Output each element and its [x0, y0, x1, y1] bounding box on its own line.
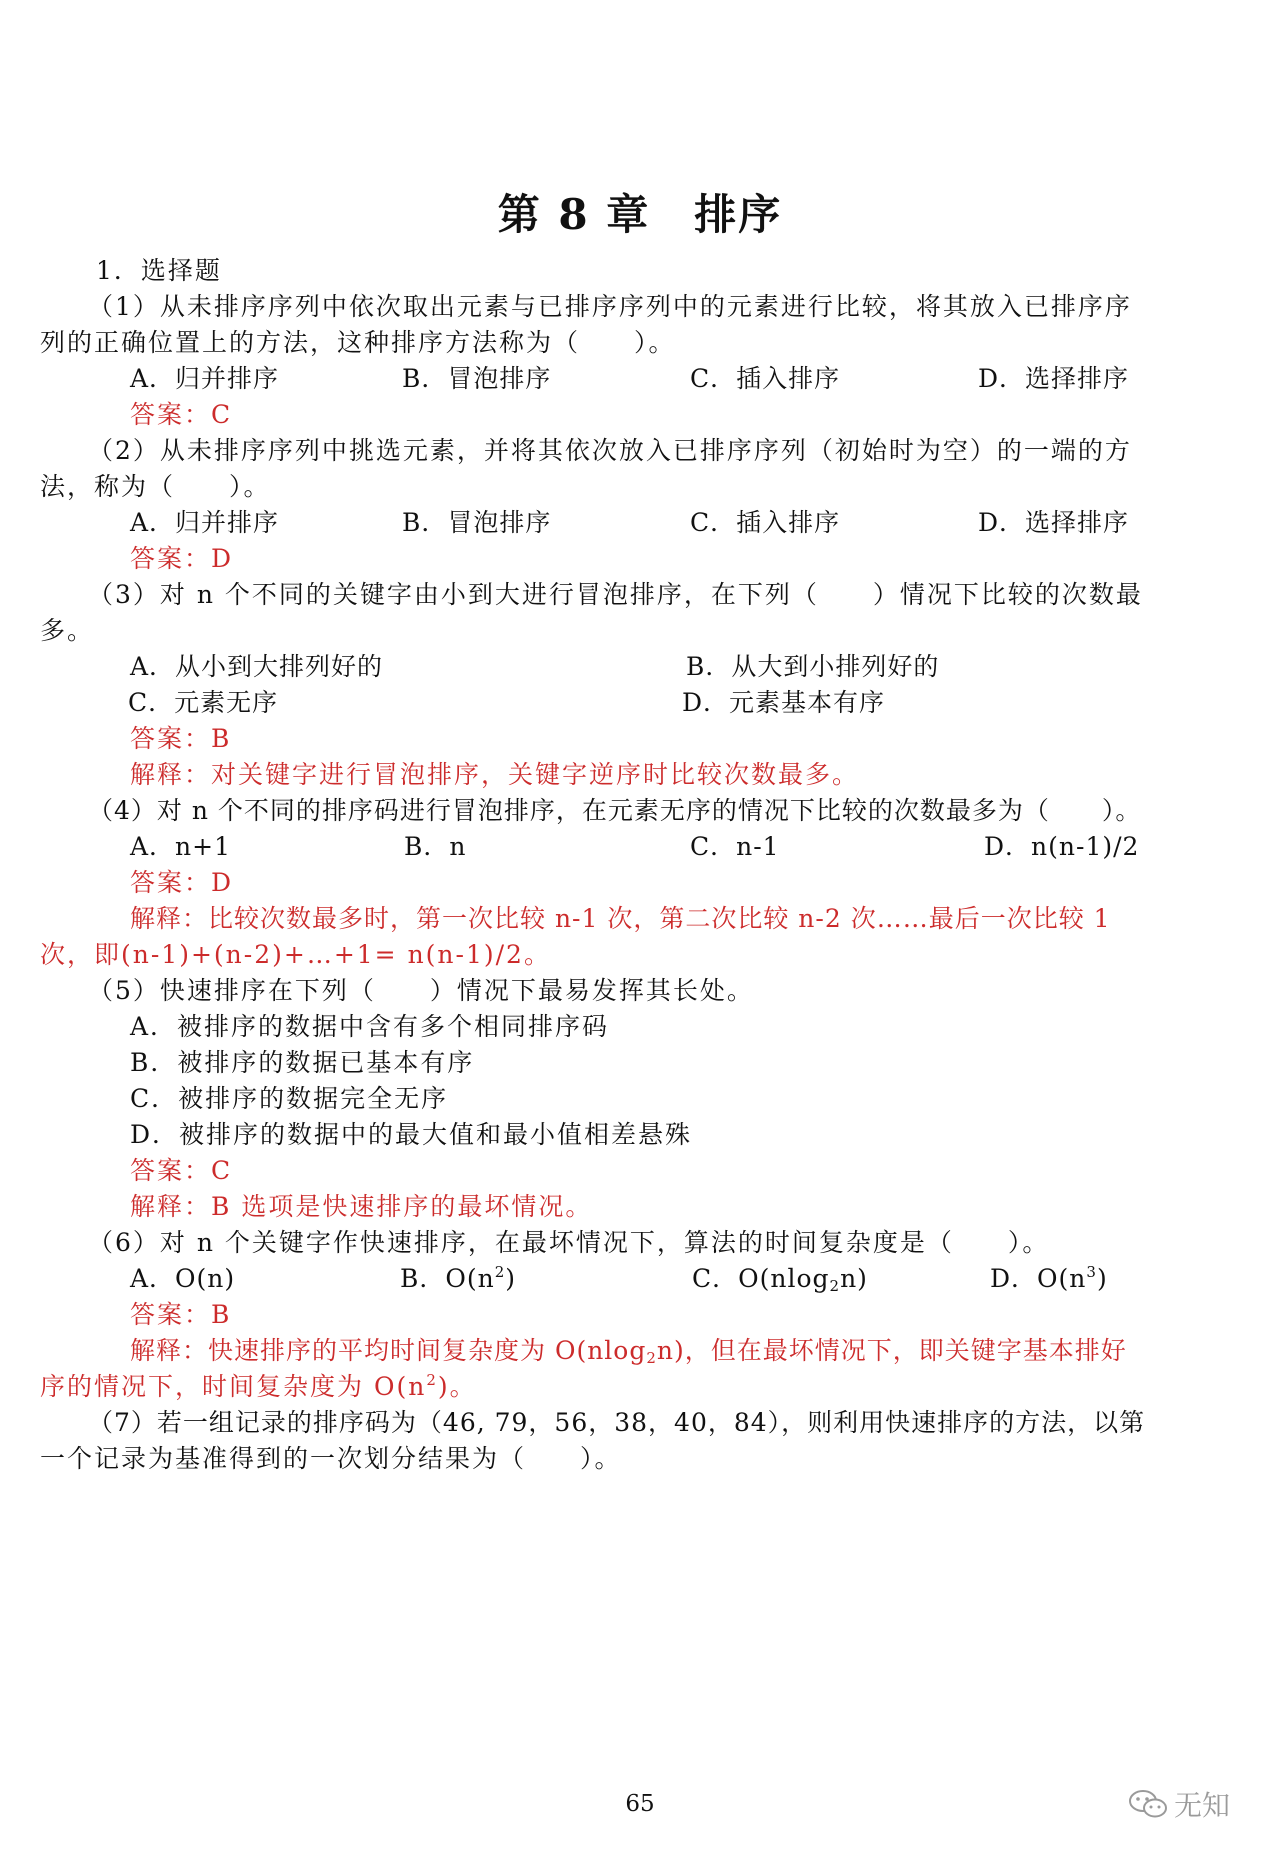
q3-line2: 多。 [40, 616, 95, 645]
chapter-name: 排序 [694, 190, 783, 239]
q5-explanation: 解释：B 选项是快速排序的最坏情况。 [130, 1192, 593, 1221]
q3-option-b: B．从大到小排列好的 [686, 652, 940, 681]
q4-option-b: B．n [404, 832, 467, 861]
chat-bubble-icon [1128, 1788, 1168, 1820]
q6-option-b: B．$O(n^2)$ [400, 1263, 517, 1293]
chapter-title [0, 182, 1280, 242]
q4-line1: （4）对 n 个不同的排序码进行冒泡排序，在元素无序的情况下比较的次数最多为（ ）。 [88, 796, 1142, 825]
q6-explanation-line2: 序的情况下，时间复杂度为 $O(n^2)$。 [40, 1371, 477, 1401]
q7-line1: （7）若一组记录的排序码为（46, 79，56，38，40，84），则利用快速排序的方法，以第 [88, 1408, 1146, 1437]
q2-answer: 答案：D [130, 544, 234, 573]
q2-option-c: C．插入排序 [690, 508, 841, 537]
q6-line1: （6）对 n 个关键字作快速排序，在最坏情况下，算法的时间复杂度是（ ）。 [88, 1228, 1050, 1257]
q4-explanation-line1: 解释：比较次数最多时，第一次比较 n-1 次，第二次比较 n-2 次……最后一次比较 1 [130, 904, 1111, 933]
q2-line1: （2）从未排序序列中挑选元素，并将其依次放入已排序序列（初始时为空）的一端的方 [88, 436, 1132, 465]
q4-option-d: D．n(n-1)/2 [984, 832, 1140, 861]
q4-option-c: C．n-1 [690, 832, 780, 861]
q2-option-b: B．冒泡排序 [402, 508, 552, 537]
q3-line1: （3）对 n 个不同的关键字由小到大进行冒泡排序，在下列（ ）情况下比较的次数最 [88, 580, 1143, 609]
q5-option-d: D．被排序的数据中的最大值和最小值相差悬殊 [130, 1120, 693, 1149]
section-heading: 1．选择题 [96, 256, 222, 285]
q1-option-d: D．选择排序 [978, 364, 1130, 393]
q3-option-c: C．元素无序 [128, 688, 279, 717]
q4-answer: 答案：D [130, 868, 234, 897]
q2-option-d: D．选择排序 [978, 508, 1130, 537]
q7-line2: 一个记录为基准得到的一次划分结果为（ ）。 [40, 1444, 622, 1473]
q3-option-a: A．从小到大排列好的 [130, 652, 384, 681]
q5-option-a: A．被排序的数据中含有多个相同排序码 [130, 1012, 610, 1041]
q4-option-a: A．n+1 [130, 832, 232, 861]
page-number: 65 [625, 1791, 655, 1817]
q6-option-c: C．O(nlog$_2$n) [692, 1264, 868, 1295]
q1-option-b: B．冒泡排序 [402, 364, 552, 393]
q2-line2: 法，称为（ ）。 [40, 472, 271, 501]
q6-option-d: D．$O(n^3)$ [990, 1263, 1108, 1293]
q2-option-a: A．归并排序 [130, 508, 280, 537]
q5-option-c: C．被排序的数据完全无序 [130, 1084, 449, 1113]
q5-line1: （5）快速排序在下列（ ）情况下最易发挥其长处。 [88, 976, 754, 1005]
q1-option-c: C．插入排序 [690, 364, 841, 393]
q5-option-b: B．被排序的数据已基本有序 [130, 1048, 475, 1077]
q5-answer: 答案：C [130, 1156, 233, 1185]
q3-option-d: D．元素基本有序 [682, 688, 886, 717]
q4-explanation-line2: 次，即(n-1)+(n-2)+…+1= n(n-1)/2。 [40, 940, 551, 969]
q3-answer: 答案：B [130, 724, 232, 753]
q1-line2: 列的正确位置上的方法，这种排序方法称为（ ）。 [40, 328, 676, 357]
q6-explanation-line1: 解释：快速排序的平均时间复杂度为 O(nlog$_2$n)，但在最坏情况下，即关键字基本排好 [130, 1336, 1127, 1367]
chapter-number: 第 8 章 [497, 190, 651, 239]
q6-option-a: A．O(n) [130, 1264, 236, 1293]
watermark [1128, 1784, 1230, 1824]
q1-option-a: A．归并排序 [130, 364, 280, 393]
q3-explanation: 解释：对关键字进行冒泡排序，关键字逆序时比较次数最多。 [130, 760, 860, 789]
watermark-text: 无知 [1174, 1789, 1231, 1822]
q1-answer: 答案：C [130, 400, 233, 429]
q1-line1: （1）从未排序序列中依次取出元素与已排序序列中的元素进行比较，将其放入已排序序 [88, 292, 1132, 321]
q6-answer: 答案：B [130, 1300, 232, 1329]
